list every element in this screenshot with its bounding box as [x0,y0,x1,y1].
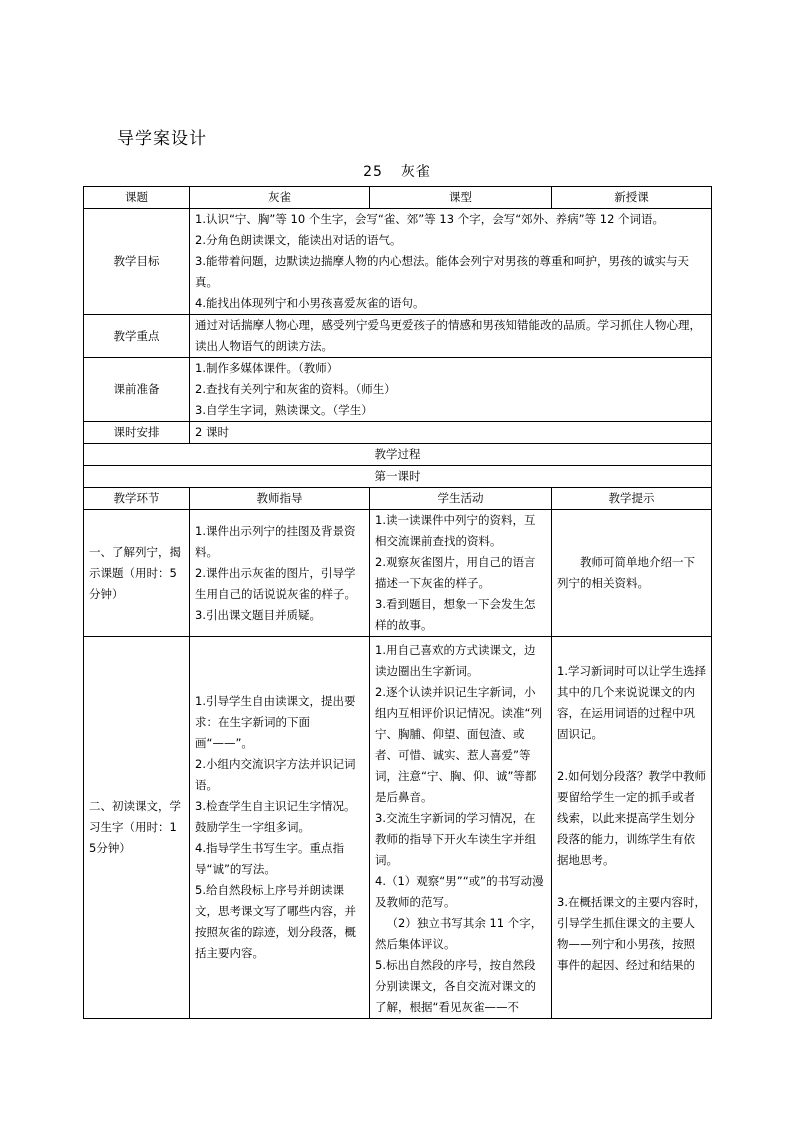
header-student: 学生活动 [370,488,552,510]
goal-item: 3.能带着问题，边默读边揣摩人物的内心想法。能体会列宁对男孩的尊重和呵护，男孩的诚实与天真。 [195,254,689,289]
hours-label: 课时安排 [84,422,190,444]
student-item: 4.（1）观察“男”“或”的书写动漫及教师的范写。 [375,874,544,909]
teacher-cell [190,637,370,1019]
student-item: 1.用自己喜欢的方式读课文，边读边圈出生字新词。 [375,643,536,678]
lesson-title [0,161,794,181]
lesson-number: 25 [363,164,383,180]
student-item: （2）独立书写其余 11 个字，然后集体评议。 [375,916,543,951]
teacher-item: 5.给自然段标上序号并朗读课文，思考课文写了哪些内容，并按照灰雀的踪迹，划分段落，概括主要内容。 [195,883,356,960]
teacher-item: 1.课件出示列宁的挂图及背景资料。 [195,523,356,559]
header-tips: 教学提示 [552,488,712,510]
lesson-name: 灰雀 [400,164,431,180]
header-teacher: 教师指导 [190,488,370,510]
teacher-item: 2.课件出示灰雀的图片，引导学生用自己的话说说灰雀的样子。 [195,565,356,601]
teacher-item: 1.引导学生自由读课文，提出要求：在生字新词的下面画“——”。 [195,694,356,750]
goals-content [190,209,712,315]
student-item: 1.读一读课件中列宁的资料，互相交流课前查找的资料。 [375,513,536,548]
tips-item: 3.在概括课文的主要内容时，引导学生抓住课文的主要人物——列宁和小男孩，按照事件的起因、经过和结果的 [557,895,706,972]
process-row [84,510,712,637]
document-title: 导学案设计 [117,129,207,149]
student-item: 3.交流生字新词的学习情况，在教师的指导下开火车读生字并组词。 [375,811,536,867]
tips-item: 教师可简单地介绍一下列宁的相关资料。 [557,555,695,590]
key-text: 通过对话揣摩人物心理，感受列宁爱鸟更爱孩子的情感和男孩知错能改的品质。学习抓住人物心理，读出人物语气的朗读方法。 [190,315,712,358]
info-row-goals [84,209,712,315]
header-stage: 教学环节 [84,488,190,510]
session-row [84,466,712,488]
teacher-cell [190,510,370,637]
info-row-topic [84,187,712,209]
teacher-item: 2.小组内交流识字方法并识记词语。 [195,757,356,792]
tips-item: 1.学习新词时可以让学生选择其中的几个来说说课文的内容，在运用词语的过程中巩固识记。 [557,664,706,741]
type-label: 课型 [370,187,552,209]
prep-item: 3.自学生字词，熟读课文。（学生） [195,403,373,417]
student-cell [370,637,552,1019]
info-row-key [84,315,712,358]
tips-cell [552,637,712,1019]
process-row [84,637,712,1019]
prep-content [190,358,712,422]
student-item: 2.观察灰雀图片，用自己的语言描述一下灰雀的样子。 [375,555,536,590]
student-item: 5.标出自然段的序号，按自然段分别读课文，各自交流对课文的了解，根据“看见灰雀——不 [375,958,536,1014]
stage-cell: 二、初读课文，学习生字（用时：15分钟） [84,637,190,1019]
prep-label: 课前准备 [84,358,190,422]
topic-label: 课题 [84,187,190,209]
teacher-item: 3.检查学生自主识记生字情况。鼓励学生一字组多词。 [195,799,356,834]
info-row-hours [84,422,712,444]
student-item: 3.看到题目，想象一下会发生怎样的故事。 [375,597,536,632]
prep-item: 1.制作多媒体课件。（教师） [195,361,339,375]
goals-label: 教学目标 [84,209,190,315]
tips-item: 2.如何划分段落？教学中教师要留给学生一定的抓手或者线索，以此来提高学生划分段落的能力，训练学生有依据地思考。 [557,769,706,867]
type-value: 新授课 [552,187,712,209]
stage-cell: 一、了解列宁，揭示课题（用时：5分钟） [84,510,190,637]
info-row-prep [84,358,712,422]
goal-item: 4.能找出体现列宁和小男孩喜爱灰雀的语句。 [195,296,425,310]
prep-item: 2.查找有关列宁和灰雀的资料。（师生） [195,382,396,396]
topic-value: 灰雀 [190,187,370,209]
teacher-item: 3.引出课文题目并质疑。 [195,607,321,622]
student-item: 2.逐个认读并识记生字新词，小组内互相评价识记情况。读准“列宁、胸脯、仰望、面包渣、或者、可惜、诚实、惹人喜爱”等词，注意“宁、胸、仰、诚”等都是后鼻音。 [375,685,542,804]
goal-item: 1.认识“宁、胸”等 10 个生字，会写“雀、郊”等 13 个字，会写“郊外、养病”等 12 个词语。 [195,212,665,226]
teacher-item: 4.指导学生书写生字。重点指导“诚”的写法。 [195,841,344,876]
process-title: 教学过程 [84,444,712,466]
process-title-row [84,444,712,466]
student-cell [370,510,552,637]
session-title: 第一课时 [84,466,712,488]
goal-item: 2.分角色朗读课文，能读出对话的语气。 [195,233,402,247]
key-label: 教学重点 [84,315,190,358]
process-header-row [84,488,712,510]
tips-cell [552,510,712,637]
hours-value: 2 课时 [190,422,712,444]
lesson-plan-table [83,186,712,1019]
